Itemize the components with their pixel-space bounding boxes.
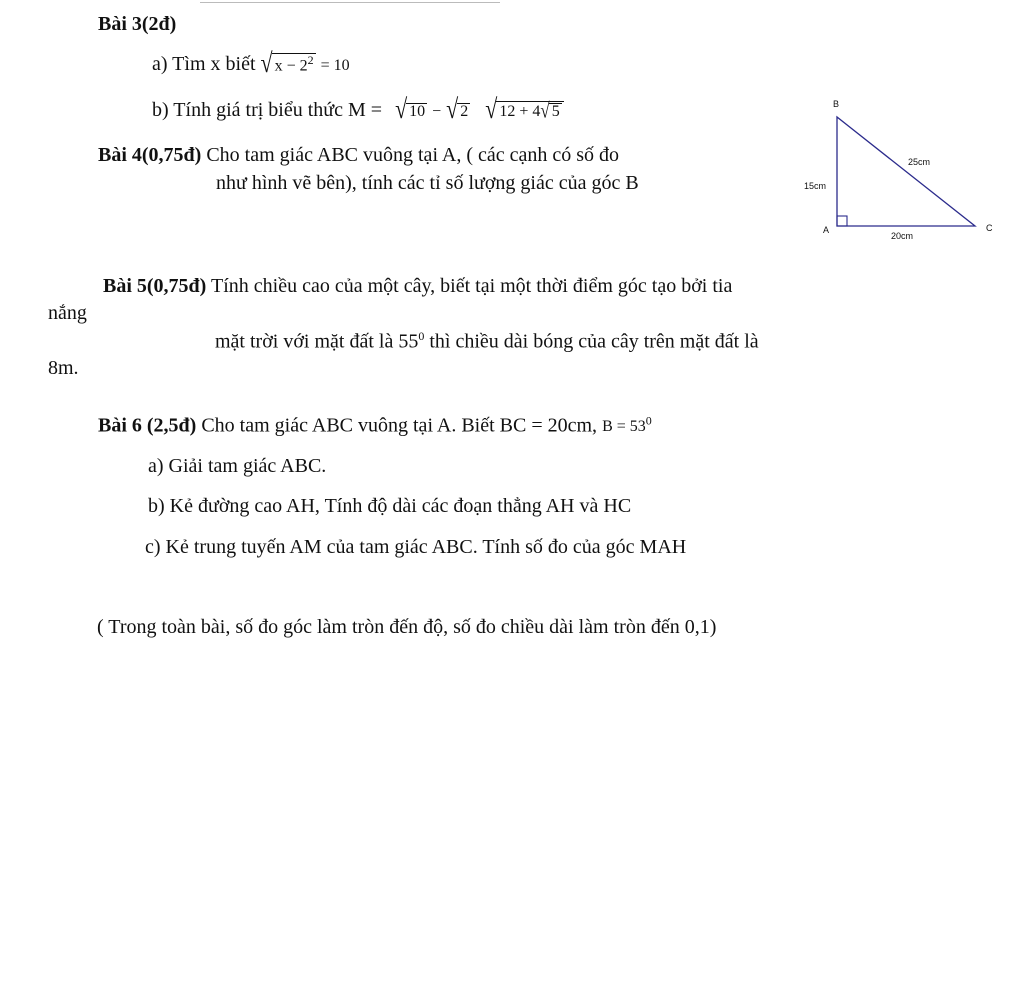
- bai4-line2: như hình vẽ bên), tính các tỉ số lượng giác của góc B: [216, 172, 639, 194]
- sqrt-symbol: √: [260, 46, 273, 78]
- bai3-title: Bài 3(2đ): [98, 13, 177, 35]
- cropped-top-remnant: [200, 0, 500, 3]
- bai6-line1: [98, 415, 652, 435]
- triangle-abc: [837, 117, 975, 226]
- bai5-line2: nắng: [48, 302, 87, 324]
- bai6-angle-b: $B = 53^0$: [602, 414, 652, 436]
- label-a: A: [823, 225, 830, 235]
- label-c: C: [986, 223, 993, 233]
- side-ab-label: 15cm: [804, 181, 827, 191]
- rounding-note: ( Trong toàn bài, số đo góc làm tròn đến độ, số đo chiều dài làm tròn đến 0,1): [97, 616, 717, 638]
- side-bc-label: 25cm: [908, 157, 931, 167]
- bai5-text1: Tính chiều cao của một cây, biết tại một thời điểm góc tạo bởi tia: [210, 275, 733, 297]
- degree-sup: 0: [418, 329, 425, 343]
- bai3-a-prefix: a) Tìm x biết: [152, 53, 256, 75]
- sqrt-symbol: √: [446, 92, 459, 124]
- side-ac-label: 20cm: [891, 231, 914, 241]
- sqrt-symbol: √: [485, 92, 498, 124]
- bai3-a-radicand: $x - 2^2$: [272, 53, 316, 74]
- right-angle-marker: [837, 216, 847, 226]
- bai3-b-root1: 10: [406, 103, 427, 120]
- bai3-b-minus: −: [432, 103, 442, 120]
- bai4-text1: Cho tam giác ABC vuông tại A, ( các cạnh có số đo: [206, 144, 620, 166]
- bai6-title: Bài 6 (2,5đ): [98, 414, 197, 437]
- label-b: B: [833, 99, 840, 109]
- bai5-line3: mặt trời với mặt đất là $55^0$ thì chiều dài bóng của cây trên mặt đất là: [215, 329, 759, 353]
- bai6-part-a: a) Giải tam giác ABC.: [148, 455, 327, 477]
- bai3-b-root3: 12 + 4√ 5: [496, 101, 563, 120]
- bai3-b-root2: 2: [457, 103, 470, 120]
- bai3-b-prefix: b) Tính giá trị biểu thức M =: [152, 99, 383, 121]
- bai5-title: Bài 5(0,75đ): [103, 275, 207, 297]
- bai4-title: Bài 4(0,75đ): [98, 144, 202, 166]
- bai5-line1: [103, 276, 732, 296]
- bai6-intro: Cho tam giác ABC vuông tại A. Biết BC = 20cm,: [201, 414, 598, 437]
- sqrt-symbol: √: [395, 92, 408, 124]
- bai3-part-b: [152, 92, 564, 124]
- bai4-line1: [98, 145, 619, 165]
- bai3-a-rhs: = 10: [320, 57, 350, 74]
- bai3-part-a: [152, 46, 350, 78]
- bai6-part-b: b) Kẻ đường cao AH, Tính độ dài các đoạn thẳng AH và HC: [148, 495, 632, 517]
- bai6-part-c: c) Kẻ trung tuyến AM của tam giác ABC. Tính số đo của góc MAH: [145, 536, 687, 558]
- triangle-diagram: [790, 95, 1000, 245]
- bai5-line4: 8m.: [48, 357, 79, 379]
